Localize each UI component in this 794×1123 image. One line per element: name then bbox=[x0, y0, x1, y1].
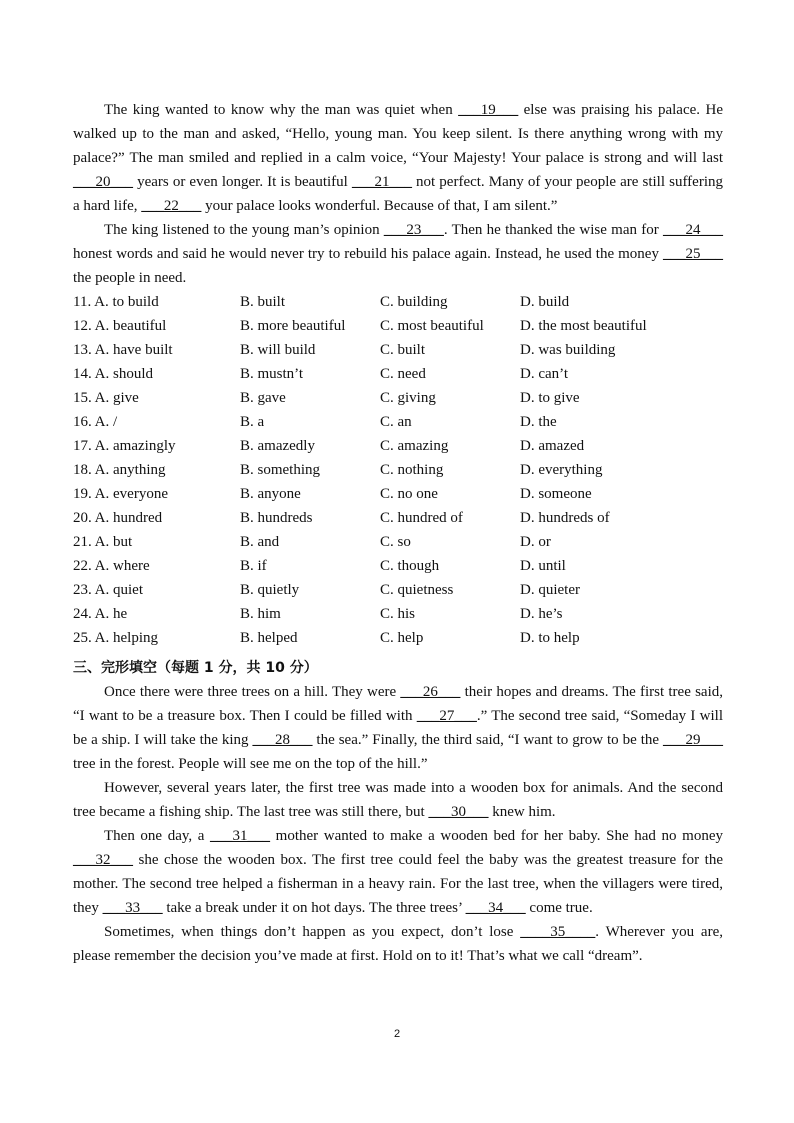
option-choice[interactable]: B. more beautiful bbox=[240, 318, 346, 334]
cloze-paragraph bbox=[73, 776, 723, 824]
section-title: 三、完形填空（每题 1 分，共 10 分） bbox=[73, 660, 318, 676]
option-choice[interactable]: 25. A. helping bbox=[73, 630, 158, 646]
answer-blank[interactable]: ___25___ bbox=[663, 246, 723, 262]
option-row bbox=[73, 314, 723, 338]
passage-text: However, several years later, the first tree was made into a wooden box for animals. And the second tree became a fishing ship. The last tree was still there, but bbox=[73, 780, 723, 820]
option-choice[interactable]: B. a bbox=[240, 414, 265, 430]
option-choice[interactable]: 20. A. hundred bbox=[73, 510, 163, 526]
option-choice[interactable]: B. mustn’t bbox=[240, 366, 304, 382]
option-choice[interactable]: C. his bbox=[380, 606, 416, 622]
option-row bbox=[73, 362, 723, 386]
option-choice[interactable]: C. quietness bbox=[380, 582, 454, 598]
passage-text: come true. bbox=[525, 900, 593, 916]
passage-text: your palace looks wonderful. Because of that, I am silent.” bbox=[201, 198, 558, 214]
option-row bbox=[73, 578, 723, 602]
passage-text: .” The second tree said, “Someday I will be a ship. I will take the king bbox=[73, 708, 723, 748]
option-choice[interactable]: D. can’t bbox=[520, 366, 569, 382]
option-choice[interactable]: B. anyone bbox=[240, 486, 301, 502]
passage-text: The king wanted to know why the man was quiet when bbox=[104, 102, 459, 118]
option-choice[interactable]: B. if bbox=[240, 558, 267, 574]
passage-text: years or even longer. It is beautiful bbox=[133, 174, 352, 190]
option-choice[interactable]: D. build bbox=[520, 294, 570, 310]
option-choice[interactable]: 13. A. have built bbox=[73, 342, 173, 358]
page-number: 2 bbox=[393, 1028, 401, 1040]
option-row bbox=[73, 530, 723, 554]
option-choice[interactable]: B. built bbox=[240, 294, 286, 310]
option-choice[interactable]: C. an bbox=[380, 414, 412, 430]
option-choice[interactable]: C. most beautiful bbox=[380, 318, 484, 334]
option-choice[interactable]: C. built bbox=[380, 342, 426, 358]
option-choice[interactable]: D. the most beautiful bbox=[520, 318, 647, 334]
option-choice[interactable]: D. until bbox=[520, 558, 566, 574]
option-choice[interactable]: 19. A. everyone bbox=[73, 486, 168, 502]
answer-blank[interactable]: ___22___ bbox=[141, 198, 202, 214]
option-choice[interactable]: C. need bbox=[380, 366, 426, 382]
passage-text: the sea.” Finally, the third said, “I want to grow to be the bbox=[312, 732, 663, 748]
passage-text: mother wanted to make a wooden bed for her baby. She had no money bbox=[270, 828, 723, 844]
answer-blank[interactable]: ____35____ bbox=[520, 924, 596, 940]
passage-text: tree in the forest. People will see me on the top of the hill.” bbox=[73, 756, 428, 772]
option-choice[interactable]: D. was building bbox=[520, 342, 616, 358]
option-choice[interactable]: D. everything bbox=[520, 462, 603, 478]
option-choice[interactable]: D. the bbox=[520, 414, 557, 430]
option-choice[interactable]: D. or bbox=[520, 534, 551, 550]
option-row bbox=[73, 290, 723, 314]
option-choice[interactable]: C. no one bbox=[380, 486, 438, 502]
passage-text: Then one day, a bbox=[104, 828, 211, 844]
option-choice[interactable]: 18. A. anything bbox=[73, 462, 166, 478]
option-choice[interactable]: C. amazing bbox=[380, 438, 449, 454]
answer-blank[interactable]: ___24___ bbox=[663, 222, 723, 238]
passage-paragraph bbox=[73, 218, 723, 290]
option-choice[interactable]: 17. A. amazingly bbox=[73, 438, 176, 454]
option-choice[interactable]: 14. A. should bbox=[73, 366, 154, 382]
option-choice[interactable]: B. him bbox=[240, 606, 281, 622]
option-row bbox=[73, 506, 723, 530]
option-row bbox=[73, 338, 723, 362]
option-choice[interactable]: 11. A. to build bbox=[73, 294, 159, 310]
cloze-paragraph bbox=[73, 920, 723, 968]
passage-text: take a break under it on hot days. The three trees’ bbox=[162, 900, 466, 916]
passage-text: knew him. bbox=[488, 804, 556, 820]
option-row bbox=[73, 626, 723, 650]
option-choice[interactable]: B. and bbox=[240, 534, 280, 550]
answer-blank[interactable]: ___29___ bbox=[662, 732, 723, 748]
cloze-paragraph bbox=[73, 824, 723, 920]
passage-text: she chose the wooden box. The first tree could feel the baby was the greatest treasure for the mother. The second tree helped a fisherman in a heavy rain. For the last tree, when the villagers were tired, they bbox=[73, 852, 723, 916]
option-row bbox=[73, 434, 723, 458]
answer-blank[interactable]: ___32___ bbox=[73, 852, 133, 868]
option-choice[interactable]: D. he’s bbox=[520, 606, 563, 622]
option-row bbox=[73, 602, 723, 626]
passage-text: honest words and said he would never try to rebuild his palace again. Instead, he used the money bbox=[73, 246, 663, 262]
option-row bbox=[73, 482, 723, 506]
option-choice[interactable]: B. will build bbox=[240, 342, 316, 358]
option-choice[interactable]: D. to help bbox=[520, 630, 580, 646]
option-choice[interactable]: B. helped bbox=[240, 630, 298, 646]
option-choice[interactable]: B. gave bbox=[240, 390, 286, 406]
answer-blank[interactable]: ___20___ bbox=[73, 174, 133, 190]
option-choice[interactable]: 23. A. quiet bbox=[73, 582, 143, 598]
passage-paragraph bbox=[73, 98, 723, 218]
option-choice[interactable]: 21. A. but bbox=[73, 534, 133, 550]
passage-text: the people in need. bbox=[73, 270, 187, 286]
answer-blank[interactable]: ___21___ bbox=[351, 174, 412, 190]
option-choice[interactable]: C. building bbox=[380, 294, 448, 310]
option-choice[interactable]: B. something bbox=[240, 462, 321, 478]
option-choice[interactable]: D. quieter bbox=[520, 582, 580, 598]
answer-blank[interactable]: ___23___ bbox=[383, 222, 444, 238]
passage-text: Sometimes, when things don’t happen as you expect, don’t lose bbox=[104, 924, 521, 940]
option-row bbox=[73, 386, 723, 410]
passage-text: Once there were three trees on a hill. They were bbox=[104, 684, 401, 700]
option-choice[interactable]: 24. A. he bbox=[73, 606, 128, 622]
worksheet-page bbox=[73, 98, 723, 968]
option-choice[interactable]: C. hundred of bbox=[380, 510, 463, 526]
option-choice[interactable]: 12. A. beautiful bbox=[73, 318, 167, 334]
option-row bbox=[73, 458, 723, 482]
answer-blank[interactable]: ___19___ bbox=[458, 102, 519, 118]
passage-text: . Then he thanked the wise man for bbox=[443, 222, 663, 238]
answer-blank[interactable]: ___27___ bbox=[416, 708, 477, 724]
answer-blank[interactable]: ___30___ bbox=[428, 804, 489, 820]
option-choice[interactable]: 22. A. where bbox=[73, 558, 150, 574]
option-choice[interactable]: C. nothing bbox=[380, 462, 444, 478]
option-row bbox=[73, 410, 723, 434]
option-choice[interactable]: C. though bbox=[380, 558, 440, 574]
passage-text: The king listened to the young man’s opinion bbox=[104, 222, 384, 238]
passage-text: not perfect. Many of your people are still suffering a hard life, bbox=[73, 174, 723, 214]
answer-blank[interactable]: ___26___ bbox=[400, 684, 461, 700]
answer-blank[interactable]: ___28___ bbox=[252, 732, 313, 748]
passage-text: else was praising his palace. He walked up to the man and asked, “Hello, young man. You keep silent. Is there anything wrong with my palace?” The man smiled and replied in a calm voice, “Your Majesty! Your palace is strong and will last bbox=[73, 102, 723, 166]
option-choice[interactable]: C. so bbox=[380, 534, 411, 550]
passage-text: their hopes and dreams. The first tree said, “I want to be a treasure box. Then I could be filled with bbox=[73, 684, 723, 724]
answer-blank[interactable]: ___34___ bbox=[465, 900, 526, 916]
option-choice[interactable]: D. to give bbox=[520, 390, 580, 406]
option-choice[interactable]: D. amazed bbox=[520, 438, 585, 454]
answer-blank[interactable]: ___33___ bbox=[102, 900, 163, 916]
option-choice[interactable]: D. hundreds of bbox=[520, 510, 610, 526]
option-choice[interactable]: D. someone bbox=[520, 486, 592, 502]
answer-blank[interactable]: ___31___ bbox=[210, 828, 271, 844]
option-choice[interactable]: B. quietly bbox=[240, 582, 300, 598]
option-choice[interactable]: B. amazedly bbox=[240, 438, 315, 454]
option-choice[interactable]: C. giving bbox=[380, 390, 436, 406]
option-choice[interactable]: B. hundreds bbox=[240, 510, 313, 526]
option-row bbox=[73, 554, 723, 578]
option-choice[interactable]: 16. A. / bbox=[73, 414, 118, 430]
option-choice[interactable]: 15. A. give bbox=[73, 390, 139, 406]
option-choice[interactable]: C. help bbox=[380, 630, 424, 646]
cloze-paragraph bbox=[73, 680, 723, 776]
options-list bbox=[73, 290, 723, 650]
passage-text: . Wherever you are, please remember the decision you’ve made at first. Hold on to it! That’s what we call “dream”. bbox=[73, 924, 723, 964]
